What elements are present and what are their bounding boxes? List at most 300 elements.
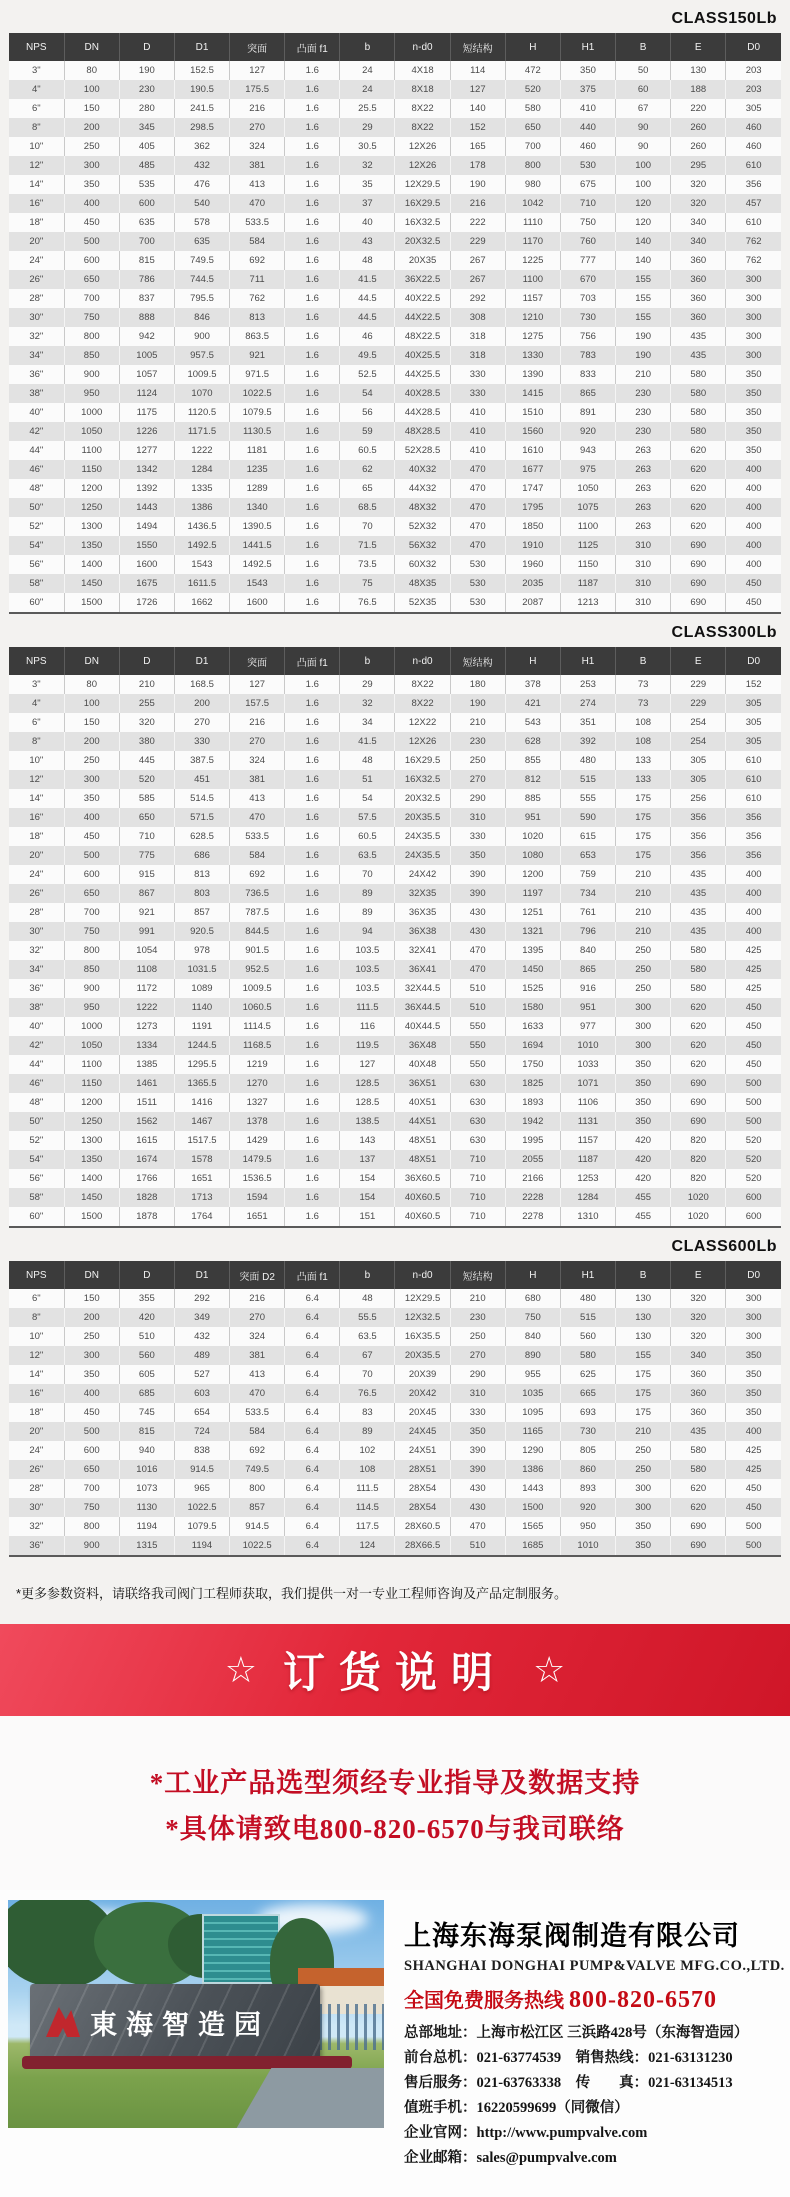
table-cell: 1080: [505, 846, 560, 865]
table-row: [9, 979, 781, 998]
table-cell: 1.6: [285, 498, 340, 517]
table-cell: 36": [29, 983, 44, 994]
table-cell: 250: [616, 960, 671, 979]
table-cell: 400: [726, 884, 781, 903]
table-cell: 750: [64, 308, 119, 327]
table-cell: 700: [64, 903, 119, 922]
table-cell: 711: [230, 270, 285, 289]
table-cell: 20X35.5: [395, 1346, 450, 1365]
table-cell: 600: [64, 865, 119, 884]
factory-photo: [8, 1900, 384, 2128]
table-cell: 1020: [671, 1207, 726, 1227]
table-cell: 210: [616, 922, 671, 941]
table-cell: 1651: [174, 1169, 229, 1188]
table-cell: 350: [450, 846, 505, 865]
table-row: [9, 903, 781, 922]
table-cell: 540: [174, 194, 229, 213]
table-cell: 1106: [560, 1093, 615, 1112]
table-cell: 8": [31, 736, 41, 747]
table-cell: 6.4: [285, 1441, 340, 1460]
table-cell: 229: [671, 694, 726, 713]
table-cell: 210: [119, 675, 174, 694]
table-cell: 73: [616, 675, 671, 694]
table-cell: 52X35: [395, 593, 450, 613]
table-cell: 14": [29, 793, 44, 804]
table-cell: 1.6: [285, 903, 340, 922]
column-header: H1: [560, 647, 615, 675]
table-cell: 600: [726, 1188, 781, 1207]
table-cell: 190: [119, 61, 174, 80]
table-cell: 1764: [174, 1207, 229, 1227]
table-cell: 530: [450, 574, 505, 593]
table-cell: 1662: [174, 593, 229, 613]
table-cell: 28X54: [395, 1479, 450, 1498]
table-cell: 1219: [230, 1055, 285, 1074]
table-cell: 1400: [64, 555, 119, 574]
table-cell: 1120.5: [174, 403, 229, 422]
table-cell: 165: [450, 137, 505, 156]
table-cell: 48X28.5: [395, 422, 450, 441]
table-cell: 38": [29, 388, 44, 399]
table-cell: 500: [726, 1093, 781, 1112]
table-cell: 216: [230, 713, 285, 732]
table-cell: 254: [671, 732, 726, 751]
table-cell: 30": [29, 312, 44, 323]
table-cell: 535: [119, 175, 174, 194]
table-cell: 40X48: [395, 1055, 450, 1074]
table-cell: 1.6: [285, 365, 340, 384]
table-cell: 318: [450, 327, 505, 346]
table-cell: 1250: [64, 498, 119, 517]
table-cell: 1350: [64, 536, 119, 555]
table-cell: 44.5: [340, 308, 395, 327]
table-row: [9, 1074, 781, 1093]
table-cell: 413: [230, 175, 285, 194]
table-cell: 52": [29, 1135, 44, 1146]
table-cell: 450: [64, 827, 119, 846]
table-cell: 580: [671, 403, 726, 422]
table-cell: 1.6: [285, 1112, 340, 1131]
table-cell: 127: [450, 80, 505, 99]
column-header: 短结构: [450, 1261, 505, 1289]
table-row: [9, 270, 781, 289]
table-cell: 210: [450, 1289, 505, 1308]
table-cell: 1300: [64, 517, 119, 536]
table-cell: 1525: [505, 979, 560, 998]
table-cell: 1071: [560, 1074, 615, 1093]
table-cell: 263: [616, 498, 671, 517]
table-cell: 230: [450, 732, 505, 751]
table-cell: 1070: [174, 384, 229, 403]
table-cell: 350: [64, 175, 119, 194]
table-row: [9, 884, 781, 903]
table-cell: 360: [671, 1384, 726, 1403]
table-cell: 1441.5: [230, 536, 285, 555]
entrance-sign-wall: [30, 1984, 320, 2060]
table-row: [9, 194, 781, 213]
table-cell: 18": [29, 217, 44, 228]
table-row: [9, 251, 781, 270]
table-cell: 480: [560, 1289, 615, 1308]
table-cell: 263: [616, 460, 671, 479]
table-cell: 350: [726, 365, 781, 384]
table-cell: 60": [29, 1211, 44, 1222]
table-cell: 1492.5: [174, 536, 229, 555]
table-cell: 1386: [505, 1460, 560, 1479]
table-cell: 620: [671, 1036, 726, 1055]
table-cell: 70: [340, 1365, 395, 1384]
table-cell: 783: [560, 346, 615, 365]
table-cell: 6.4: [285, 1498, 340, 1517]
table-cell: 450: [726, 593, 781, 613]
table-cell: 550: [450, 1055, 505, 1074]
table-cell: 1385: [119, 1055, 174, 1074]
table-cell: 745: [119, 1403, 174, 1422]
table-cell: 888: [119, 308, 174, 327]
table-cell: 267: [450, 251, 505, 270]
table-cell: 119.5: [340, 1036, 395, 1055]
table-cell: 190: [616, 346, 671, 365]
table-cell: 48: [340, 1289, 395, 1308]
table-row: [9, 422, 781, 441]
table-cell: 270: [230, 732, 285, 751]
table-row: [9, 808, 781, 827]
table-cell: 18": [29, 1407, 44, 1418]
table-cell: 1942: [505, 1112, 560, 1131]
table-cell: 24": [29, 1445, 44, 1456]
table-cell: 350: [64, 1365, 119, 1384]
table-row: [9, 384, 781, 403]
table-cell: 610: [726, 156, 781, 175]
table-cell: 610: [726, 213, 781, 232]
column-header: B: [616, 33, 671, 61]
column-header: 突面: [230, 33, 285, 61]
column-header: b: [340, 1261, 395, 1289]
table-cell: 800: [64, 1517, 119, 1536]
table-cell: 63.5: [340, 1327, 395, 1346]
table-cell: 60X32: [395, 555, 450, 574]
table-cell: 1226: [119, 422, 174, 441]
table-row: [9, 1479, 781, 1498]
table-cell: 1031.5: [174, 960, 229, 979]
hotline-label: 全国免费服务热线: [404, 1990, 564, 2012]
table-cell: 330: [450, 384, 505, 403]
table-cell: 710: [450, 1150, 505, 1169]
table-row: [9, 80, 781, 99]
table-cell: 952.5: [230, 960, 285, 979]
table-cell: 1.6: [285, 289, 340, 308]
table-cell: 1.6: [285, 1036, 340, 1055]
table-row: [9, 555, 781, 574]
table-cell: 844.5: [230, 922, 285, 941]
table-cell: 32: [340, 156, 395, 175]
table-cell: 865: [560, 960, 615, 979]
table-cell: 692: [230, 251, 285, 270]
table-cell: 485: [119, 156, 174, 175]
table-cell: 620: [671, 460, 726, 479]
table-cell: 580: [671, 422, 726, 441]
table-cell: 32X44.5: [395, 979, 450, 998]
table-cell: 977: [560, 1017, 615, 1036]
table-row: [9, 1169, 781, 1188]
table-cell: 46: [340, 327, 395, 346]
table-cell: 450: [726, 574, 781, 593]
table-cell: 1560: [505, 422, 560, 441]
table-cell: 300: [726, 1327, 781, 1346]
table-cell: 585: [119, 789, 174, 808]
table-cell: 1594: [230, 1188, 285, 1207]
table-cell: 1747: [505, 479, 560, 498]
table-cell: 155: [616, 308, 671, 327]
table-cell: 700: [64, 1479, 119, 1498]
table-cell: 1500: [64, 1207, 119, 1227]
table-cell: 915: [119, 865, 174, 884]
table-cell: 83: [340, 1403, 395, 1422]
table-cell: 400: [64, 194, 119, 213]
table-cell: 470: [230, 194, 285, 213]
table-cell: 76.5: [340, 593, 395, 613]
table-cell: 620: [671, 1055, 726, 1074]
table-cell: 1543: [230, 574, 285, 593]
table-cell: 500: [64, 232, 119, 251]
table-cell: 460: [726, 118, 781, 137]
table-cell: 1150: [64, 1074, 119, 1093]
table-cell: 6.4: [285, 1346, 340, 1365]
table-cell: 270: [174, 713, 229, 732]
table-cell: 28X51: [395, 1460, 450, 1479]
table-row: [9, 1289, 781, 1308]
table-cell: 3": [31, 65, 41, 76]
table-cell: 356: [671, 846, 726, 865]
table-cell: 690: [671, 1074, 726, 1093]
table-cell: 378: [505, 675, 560, 694]
table-cell: 1674: [119, 1150, 174, 1169]
table-cell: 298.5: [174, 118, 229, 137]
table-cell: 710: [450, 1169, 505, 1188]
table-cell: 580: [671, 1441, 726, 1460]
table-cell: 1210: [505, 308, 560, 327]
table-cell: 24X35.5: [395, 846, 450, 865]
table-cell: 116: [340, 1017, 395, 1036]
table-cell: 44X28.5: [395, 403, 450, 422]
table-cell: 690: [671, 574, 726, 593]
table-cell: 330: [450, 365, 505, 384]
table-row: [9, 175, 781, 194]
table-cell: 29: [340, 118, 395, 137]
table-cell: 620: [671, 1498, 726, 1517]
table-cell: 24: [340, 80, 395, 99]
column-header: n-d0: [395, 1261, 450, 1289]
table-cell: 796: [560, 922, 615, 941]
table-cell: 775: [119, 846, 174, 865]
table-cell: 6.4: [285, 1460, 340, 1479]
table-title-class600: CLASS600Lb: [671, 1238, 777, 1255]
table-cell: 420: [616, 1150, 671, 1169]
table-cell: 805: [560, 1441, 615, 1460]
table-cell: 310: [616, 555, 671, 574]
table-cell: 35: [340, 175, 395, 194]
table-cell: 813: [230, 308, 285, 327]
table-cell: 1479.5: [230, 1150, 285, 1169]
table-cell: 340: [671, 232, 726, 251]
table-cell: 1335: [174, 479, 229, 498]
table-cell: 30": [29, 1502, 44, 1513]
table-cell: 73: [616, 694, 671, 713]
table-cell: 12X29.5: [395, 175, 450, 194]
table-cell: 52.5: [340, 365, 395, 384]
table-cell: 36X22.5: [395, 270, 450, 289]
table-cell: 450: [726, 1479, 781, 1498]
table-cell: 400: [726, 479, 781, 498]
table-cell: 800: [230, 1479, 285, 1498]
table-cell: 703: [560, 289, 615, 308]
table-cell: 290: [450, 789, 505, 808]
column-header: 短结构: [450, 647, 505, 675]
table-cell: 1010: [560, 1036, 615, 1055]
table-cell: 610: [726, 751, 781, 770]
table-cell: 489: [174, 1346, 229, 1365]
table-cell: 50: [616, 61, 671, 80]
table-cell: 350: [726, 1403, 781, 1422]
table-cell: 480: [560, 751, 615, 770]
table-cell: 533.5: [230, 1403, 285, 1422]
table-cell: 137: [340, 1150, 395, 1169]
table-cell: 128.5: [340, 1074, 395, 1093]
table-cell: 350: [726, 1384, 781, 1403]
table-cell: 6.4: [285, 1365, 340, 1384]
table-cell: 355: [119, 1289, 174, 1308]
table-cell: 230: [616, 384, 671, 403]
table-cell: 50": [29, 1116, 44, 1127]
column-header: H: [505, 647, 560, 675]
table-row: [9, 1346, 781, 1365]
table-cell: 533.5: [230, 827, 285, 846]
table-cell: 200: [64, 1308, 119, 1327]
table-cell: 263: [616, 517, 671, 536]
star-icon: ☆: [533, 1649, 566, 1690]
service-hotline: [404, 1984, 785, 2014]
table-cell: 470: [450, 498, 505, 517]
table-cell: 630: [450, 1074, 505, 1093]
table-cell: 610: [726, 789, 781, 808]
column-header: D: [119, 1261, 174, 1289]
table-cell: 54": [29, 1154, 44, 1165]
table-cell: 360: [671, 251, 726, 270]
table-cell: 230: [616, 422, 671, 441]
table-cell: 60.5: [340, 441, 395, 460]
table-cell: 41.5: [340, 732, 395, 751]
table-cell: 1181: [230, 441, 285, 460]
table-cell: 1543: [174, 555, 229, 574]
table-cell: 400: [726, 517, 781, 536]
table-cell: 470: [450, 1517, 505, 1536]
table-cell: 940: [119, 1441, 174, 1460]
table-cell: 310: [450, 808, 505, 827]
table-cell: 1289: [230, 479, 285, 498]
table-cell: 59: [340, 422, 395, 441]
table-cell: 1378: [230, 1112, 285, 1131]
table-cell: 300: [64, 1346, 119, 1365]
table-cell: 1157: [505, 289, 560, 308]
table-cell: 620: [671, 517, 726, 536]
table-cell: 425: [726, 960, 781, 979]
spec-table-block-class600: [9, 1238, 781, 1557]
table-cell: 920: [560, 422, 615, 441]
table-cell: 430: [450, 1498, 505, 1517]
table-cell: 971.5: [230, 365, 285, 384]
table-cell: 1079.5: [230, 403, 285, 422]
table-cell: 10": [29, 141, 44, 152]
table-cell: 460: [726, 137, 781, 156]
table-cell: 630: [450, 1112, 505, 1131]
table-cell: 510: [119, 1327, 174, 1346]
table-cell: 94: [340, 922, 395, 941]
table-cell: 100: [64, 80, 119, 99]
table-cell: 340: [671, 213, 726, 232]
table-cell: 16X32.5: [395, 213, 450, 232]
table-cell: 610: [726, 770, 781, 789]
table-cell: 450: [726, 1498, 781, 1517]
table-cell: 20X32.5: [395, 789, 450, 808]
table-cell: 1035: [505, 1384, 560, 1403]
table-cell: 693: [560, 1403, 615, 1422]
table-cell: 25.5: [340, 99, 395, 118]
table-cell: 700: [119, 232, 174, 251]
table-cell: 20X35.5: [395, 808, 450, 827]
table-cell: 180: [450, 675, 505, 694]
table-cell: 400: [726, 903, 781, 922]
table-cell: 42": [29, 1040, 44, 1051]
table-cell: 530: [450, 593, 505, 613]
table-cell: 520: [726, 1150, 781, 1169]
table-cell: 400: [726, 1422, 781, 1441]
table-cell: 1995: [505, 1131, 560, 1150]
table-cell: 833: [560, 365, 615, 384]
table-cell: 52X28.5: [395, 441, 450, 460]
table-cell: 750: [64, 922, 119, 941]
table-cell: 760: [560, 232, 615, 251]
table-cell: 114: [450, 61, 505, 80]
table-cell: 310: [616, 536, 671, 555]
table-header-row: [9, 647, 781, 675]
table-cell: 980: [505, 175, 560, 194]
table-row: [9, 865, 781, 884]
table-cell: 580: [560, 1346, 615, 1365]
table-cell: 571.5: [174, 808, 229, 827]
table-cell: 812: [505, 770, 560, 789]
table-cell: 1175: [119, 403, 174, 422]
table-cell: 920.5: [174, 922, 229, 941]
table-cell: 840: [560, 941, 615, 960]
table-cell: 900: [64, 979, 119, 998]
table-cell: 1.6: [285, 1131, 340, 1150]
table-cell: 36X35: [395, 903, 450, 922]
table-cell: 2087: [505, 593, 560, 613]
table-cell: 400: [726, 555, 781, 574]
table-cell: 500: [726, 1517, 781, 1536]
table-cell: 400: [726, 498, 781, 517]
table-cell: 400: [726, 865, 781, 884]
table-cell: 48": [29, 483, 44, 494]
table-cell: 410: [450, 422, 505, 441]
table-cell: 690: [671, 1112, 726, 1131]
table-cell: 455: [616, 1188, 671, 1207]
table-cell: 24: [340, 61, 395, 80]
table-cell: 1960: [505, 555, 560, 574]
table-cell: 857: [230, 1498, 285, 1517]
table-cell: 320: [671, 1289, 726, 1308]
table-cell: 820: [671, 1131, 726, 1150]
